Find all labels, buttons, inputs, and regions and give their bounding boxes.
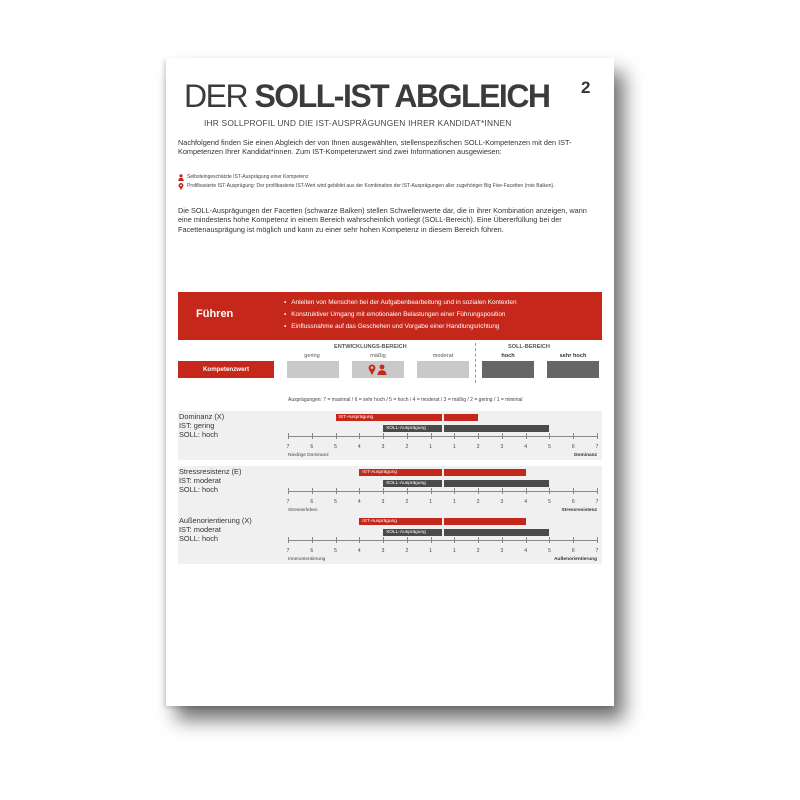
level-label-hoch: hoch xyxy=(501,353,515,359)
scale-tick-label: 2 xyxy=(405,548,409,554)
scale-tick xyxy=(359,433,360,439)
level-box-hoch xyxy=(482,361,534,378)
legend-profile-based xyxy=(178,183,598,197)
scale-tick-label: 2 xyxy=(476,548,480,554)
facet-chart-stressresistenz xyxy=(178,466,602,515)
legend-self-assessment xyxy=(178,174,598,182)
scale-tick-label: 3 xyxy=(500,444,504,450)
legend-text: Selbsteingeschätzte IST-Ausprägung einer Kompetenz xyxy=(187,174,309,180)
scale-tick-label: 2 xyxy=(405,499,409,505)
center-divider xyxy=(442,424,444,434)
page-title: DER SOLL-IST ABGLEICH xyxy=(184,78,550,114)
scale-tick xyxy=(454,488,455,494)
center-divider xyxy=(442,468,444,478)
scale-tick xyxy=(478,433,479,439)
scale-tick-label: 2 xyxy=(476,444,480,450)
center-divider xyxy=(442,528,444,538)
scale-tick xyxy=(431,433,432,439)
intro-paragraph: Nachfolgend finden Sie einen Abgleich der von Ihnen ausgewählten, stellenspezifischen SOLL-Kompetenzen mit den IST-Kompetenzen Ihrer Kandidat*innen. Zum IST-Kompetenzwert sind zwei Informationen ausgewiesen: xyxy=(178,138,572,157)
scale-tick xyxy=(431,488,432,494)
center-divider xyxy=(442,479,444,489)
scale-tick xyxy=(312,488,313,494)
scale-tick-label: 5 xyxy=(548,548,551,554)
scale-tick xyxy=(454,433,455,439)
scale-tick-label: 4 xyxy=(357,444,361,450)
scale-tick-label: 7 xyxy=(286,444,290,450)
report-page xyxy=(166,58,614,706)
competency-banner xyxy=(178,292,602,340)
competency-bullets xyxy=(284,297,517,333)
scale-axis xyxy=(288,540,597,541)
scale-tick-label: 2 xyxy=(476,499,480,505)
scale-tick xyxy=(549,537,550,543)
scale-tick-label: 1 xyxy=(429,548,432,554)
facet-ist-value: IST: moderat xyxy=(179,525,221,534)
location-pin-icon xyxy=(178,183,184,190)
scale-tick-label: 1 xyxy=(452,548,456,554)
scale-tick xyxy=(573,488,574,494)
scale-tick-label: 6 xyxy=(310,444,314,450)
scale-tick-label: 5 xyxy=(334,548,337,554)
scale-tick-label: 2 xyxy=(405,444,409,450)
scale-left-pole: Innenorientierung xyxy=(288,557,326,562)
scale-tick xyxy=(549,488,550,494)
facet-soll-value: SOLL: hoch xyxy=(179,534,219,543)
soll-bar-label: SOLL-Ausprägung xyxy=(386,529,426,535)
scale-tick xyxy=(573,537,574,543)
scale-tick xyxy=(431,537,432,543)
scale-tick-label: 6 xyxy=(310,499,314,505)
facet-title: Dominanz (X) xyxy=(179,412,225,421)
facet-ist-value: IST: gering xyxy=(179,421,215,430)
scale-right-pole: Stressresistenz xyxy=(561,508,597,513)
level-label-sehr-hoch: sehr hoch xyxy=(559,353,587,359)
level-box-moderat xyxy=(417,361,469,378)
level-box-gering xyxy=(287,361,339,378)
scale-tick-label: 6 xyxy=(571,444,575,450)
facet-title: Stressresistenz (E) xyxy=(179,467,242,476)
scale-tick xyxy=(478,488,479,494)
competency-bullet: ▪ Anleiten von Menschen bei der Aufgabenbearbeitung und in sozialen Kontexten xyxy=(284,297,517,309)
scale-tick-label: 3 xyxy=(500,548,504,554)
scale-tick xyxy=(526,488,527,494)
center-divider xyxy=(442,517,444,527)
scale-tick-label: 4 xyxy=(524,444,528,450)
scale-tick-label: 7 xyxy=(595,444,599,450)
center-divider xyxy=(442,413,444,423)
scale-tick xyxy=(359,537,360,543)
facet-chart-aussenorientierung xyxy=(178,515,602,564)
scale-tick xyxy=(502,488,503,494)
scale-tick xyxy=(336,537,337,543)
competency-title: Führen xyxy=(196,308,234,320)
ist-bar-label: IST-Ausprägung xyxy=(338,414,374,420)
scale-tick xyxy=(288,537,289,543)
scale-tick-label: 4 xyxy=(357,499,361,505)
scale-tick xyxy=(407,433,408,439)
scale-tick xyxy=(597,537,598,543)
scale-tick-label: 5 xyxy=(334,499,337,505)
scale-tick-label: 5 xyxy=(548,444,551,450)
scale-axis xyxy=(288,436,597,437)
scale-tick-label: 1 xyxy=(429,499,432,505)
competency-bullet: ▪ Konstruktiver Umgang mit emotionalen Belastungen einer Führungsposition xyxy=(284,309,517,321)
scale-tick xyxy=(359,488,360,494)
scale-tick xyxy=(383,537,384,543)
scale-tick-label: 6 xyxy=(571,548,575,554)
level-label-maessig: mäßig xyxy=(370,353,386,359)
range-separator xyxy=(475,343,476,383)
level-label-gering: gering xyxy=(304,353,320,359)
target-range-label: SOLL-BEREICH xyxy=(508,344,550,350)
scale-tick xyxy=(407,537,408,543)
scale-tick xyxy=(502,537,503,543)
level-box-maessig xyxy=(352,361,404,378)
person-icon xyxy=(178,174,184,181)
scale-tick xyxy=(336,488,337,494)
scale-tick xyxy=(336,433,337,439)
scale-tick-label: 7 xyxy=(595,499,599,505)
page-number: 2 xyxy=(581,78,591,97)
scale-tick-label: 7 xyxy=(595,548,599,554)
scale-tick xyxy=(549,433,550,439)
facet-title: Außenorientierung (X) xyxy=(179,516,252,525)
scale-tick xyxy=(597,433,598,439)
legend-text: Profilbasierte IST-Ausprägung: Der profilbasierte IST-Wert wird gebildet aus der Kombination der IST-Ausprägungen aller zugehöriger Big Five-Facetten (rote Balken). xyxy=(187,183,555,189)
scale-tick-label: 3 xyxy=(381,499,385,505)
scale-note: Ausprägungen: 7 = maximal / 6 = sehr hoch / 5 = hoch / 4 = moderat / 3 = mäßig / 2 = gering / 1 = minimal xyxy=(288,397,523,403)
scale-tick-label: 3 xyxy=(381,548,385,554)
kompetenzwert-label: Kompetenzwert xyxy=(178,361,274,378)
scale-right-pole: Dominanz xyxy=(574,453,597,458)
development-range-label: ENTWICKLUNGS-BEREICH xyxy=(334,344,407,350)
scale-tick xyxy=(526,433,527,439)
ist-bar xyxy=(336,414,479,421)
scale-tick-label: 6 xyxy=(571,499,575,505)
scale-tick xyxy=(502,433,503,439)
scale-tick xyxy=(288,433,289,439)
level-label-moderat: moderat xyxy=(432,353,454,359)
scale-tick xyxy=(526,537,527,543)
scale-tick-label: 5 xyxy=(548,499,551,505)
ist-bar-label: IST-Ausprägung xyxy=(362,469,397,475)
scale-tick xyxy=(454,537,455,543)
marker-icons xyxy=(368,364,388,375)
facet-soll-value: SOLL: hoch xyxy=(179,430,219,439)
scale-tick xyxy=(383,433,384,439)
scale-tick xyxy=(573,433,574,439)
body-paragraph: Die SOLL-Ausprägungen der Facetten (schwarze Balken) stellen Schwellenwerte dar, die in ihrer Kombination anzeigen, wann eine mindestens hohe Kompetenz in einem Bereich wahrscheinlich vorliegt (SOLL-Bereich). Eine Übererfüllung bei der Facettenausprägung ist möglich und kann zu einer sehr hohen Kompetenz in diesem Bereich führen. xyxy=(178,206,587,234)
scale-tick xyxy=(407,488,408,494)
scale-tick-label: 3 xyxy=(381,444,385,450)
scale-tick-label: 7 xyxy=(286,548,290,554)
scale-tick-label: 3 xyxy=(500,499,504,505)
scale-tick xyxy=(312,433,313,439)
facet-ist-value: IST: moderat xyxy=(179,476,221,485)
scale-tick-label: 1 xyxy=(452,444,456,450)
scale-tick xyxy=(597,488,598,494)
facet-soll-value: SOLL: hoch xyxy=(179,485,219,494)
scale-left-pole: Stresserleben xyxy=(288,508,318,513)
page-subtitle: IHR SOLLPROFIL UND DIE IST-AUSPRÄGUNGEN IHRER KANDIDAT*INNEN xyxy=(204,118,512,128)
ist-bar-label: IST-Ausprägung xyxy=(362,518,397,524)
scale-tick-label: 4 xyxy=(524,499,528,505)
level-box-sehr-hoch xyxy=(547,361,599,378)
scale-tick xyxy=(383,488,384,494)
facet-chart-dominanz xyxy=(178,411,602,460)
scale-axis xyxy=(288,491,597,492)
scale-tick-label: 7 xyxy=(286,499,290,505)
scale-tick-label: 4 xyxy=(357,548,361,554)
scale-tick-label: 5 xyxy=(334,444,337,450)
scale-tick-label: 6 xyxy=(310,548,314,554)
soll-bar-label: SOLL-Ausprägung xyxy=(386,480,426,486)
competency-bullet: ▪ Einflussnahme auf das Geschehen und Vorgabe einer Handlungsrichtung xyxy=(284,321,517,333)
scale-tick-label: 1 xyxy=(429,444,432,450)
scale-right-pole: Außenorientierung xyxy=(554,557,597,562)
scale-tick xyxy=(478,537,479,543)
scale-tick xyxy=(312,537,313,543)
soll-bar xyxy=(383,425,549,432)
scale-tick-label: 1 xyxy=(452,499,456,505)
scale-tick xyxy=(288,488,289,494)
soll-bar xyxy=(383,529,549,536)
soll-bar-label: SOLL-Ausprägung xyxy=(386,425,426,431)
soll-bar xyxy=(383,480,549,487)
scale-tick-label: 4 xyxy=(524,548,528,554)
scale-left-pole: Niedrige Dominanz xyxy=(288,453,329,458)
